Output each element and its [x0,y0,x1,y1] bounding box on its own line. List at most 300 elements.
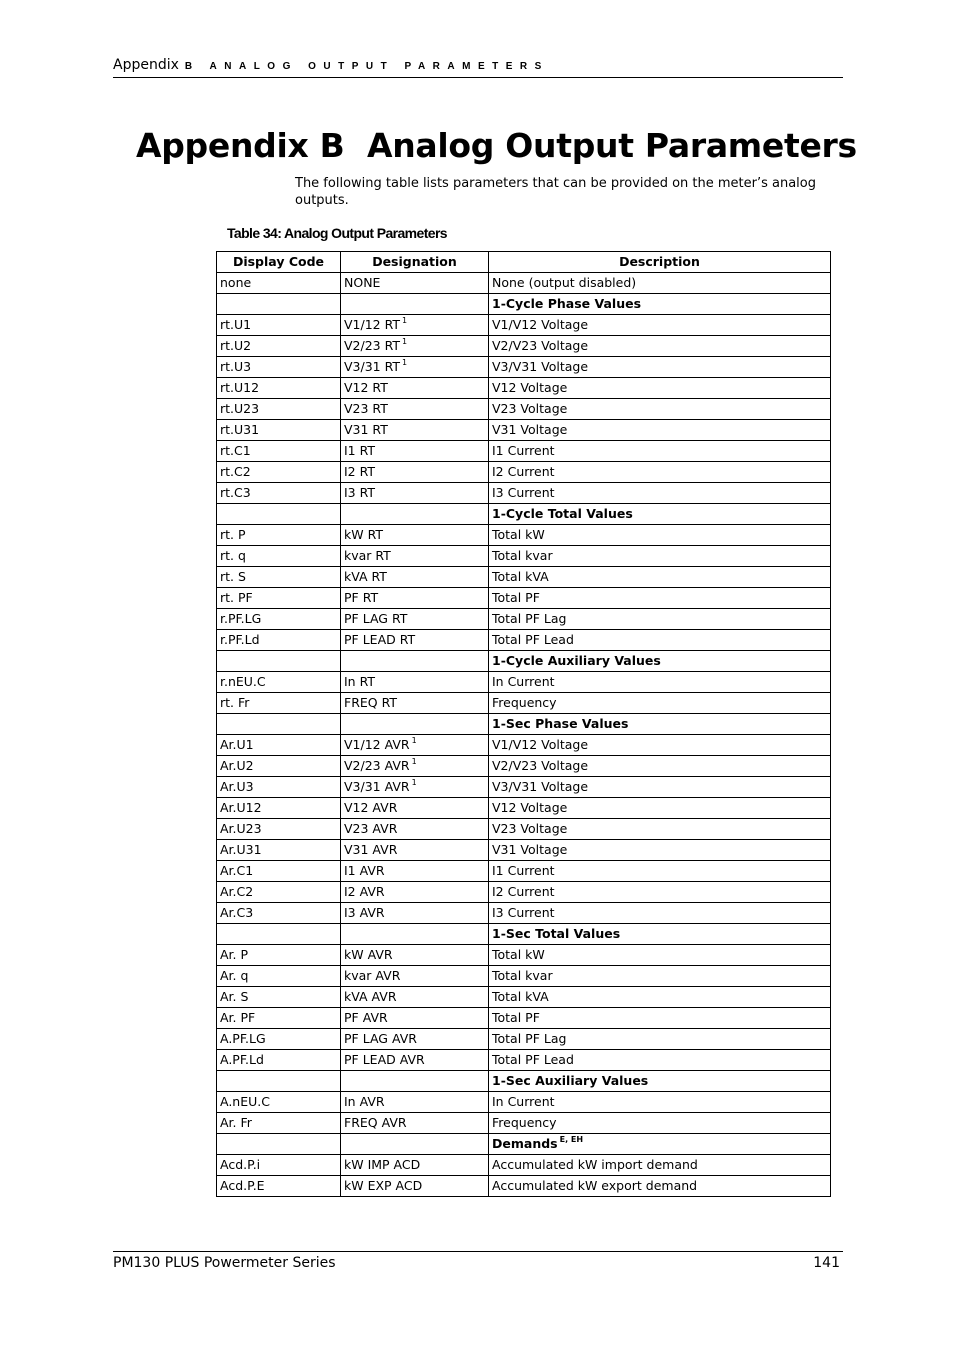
table-header-row [217,252,831,273]
running-head-word: Appendix [113,57,179,73]
description-cell [489,378,831,399]
display-code-cell [217,693,341,714]
designation-cell [341,966,489,987]
designation-cell [341,1071,489,1092]
display-code-cell-text: Ar.U3 [220,779,254,794]
footnote-marker: 1 [411,777,417,787]
display-code-cell [217,294,341,315]
analog-output-parameters-table [216,251,831,1197]
table-row [217,966,831,987]
table-row [217,693,831,714]
description-cell [489,273,831,294]
section-heading-cell [489,651,831,672]
section-row [217,504,831,525]
designation-cell-text: I1 AVR [344,863,385,878]
display-code-cell-text: rt. q [220,548,246,563]
designation-cell-text: V3/31 RT [344,359,401,374]
table-row [217,630,831,651]
section-heading-cell-text: Demands [492,1136,558,1151]
designation-cell-text: kVA AVR [344,989,397,1004]
display-code-cell-text: Ar.U23 [220,821,262,836]
designation-cell-text: I1 RT [344,443,376,458]
description-cell-text: Total kVA [492,989,549,1004]
display-code-cell [217,1092,341,1113]
designation-cell-text: NONE [344,275,381,290]
section-heading-cell [489,1134,831,1155]
designation-cell [341,315,489,336]
display-code-cell-text: A.nEU.C [220,1094,270,1109]
display-code-cell-text: r.PF.Ld [220,632,260,647]
designation-cell-text: I2 AVR [344,884,385,899]
description-cell [489,567,831,588]
description-cell-text: None (output disabled) [492,275,637,290]
page-title [136,124,857,168]
display-code-cell [217,966,341,987]
description-cell-text: I2 Current [492,884,555,899]
section-heading-cell-text: 1-Sec Phase Values [492,716,629,731]
designation-cell-text: FREQ AVR [344,1115,407,1130]
description-cell [489,882,831,903]
display-code-cell-text: rt. PF [220,590,253,605]
designation-cell-text: V1/12 RT [344,317,401,332]
designation-cell [341,756,489,777]
description-cell [489,1176,831,1197]
designation-cell [341,987,489,1008]
display-code-cell-text: rt. S [220,569,246,584]
intro-paragraph: The following table lists parameters that can be provided on the meter’s analog outputs. [295,176,817,208]
table-row [217,525,831,546]
section-heading-cell-text: 1-Cycle Total Values [492,506,633,521]
designation-cell-text: PF LAG RT [344,611,408,626]
designation-cell-text: PF AVR [344,1010,388,1025]
section-row [217,294,831,315]
display-code-cell [217,399,341,420]
footer-product-name: PM130 PLUS Powermeter Series [113,1255,336,1271]
description-cell-text: Total kW [492,527,545,542]
description-cell [489,483,831,504]
display-code-cell [217,987,341,1008]
designation-cell [341,357,489,378]
section-row [217,1071,831,1092]
designation-cell-text: V1/12 AVR [344,737,410,752]
description-cell-text: V12 Voltage [492,380,568,395]
table-row [217,336,831,357]
column-header-designation: Designation [341,252,489,273]
designation-cell [341,1134,489,1155]
table-row [217,840,831,861]
designation-cell [341,525,489,546]
designation-cell-text: PF RT [344,590,379,605]
section-heading-cell [489,504,831,525]
description-cell-text: V31 Voltage [492,842,568,857]
description-cell [489,945,831,966]
display-code-cell [217,735,341,756]
designation-cell-text: V31 RT [344,422,388,437]
designation-cell [341,861,489,882]
display-code-cell [217,756,341,777]
table-row [217,1176,831,1197]
section-heading-cell-text: 1-Sec Auxiliary Values [492,1073,649,1088]
description-cell [489,357,831,378]
display-code-cell [217,1176,341,1197]
section-heading-cell [489,714,831,735]
table-row [217,798,831,819]
display-code-cell [217,420,341,441]
description-cell-text: Total PF Lag [492,611,567,626]
description-cell [489,756,831,777]
display-code-cell [217,441,341,462]
designation-cell [341,903,489,924]
table-row [217,441,831,462]
table-row [217,588,831,609]
description-cell [489,525,831,546]
table-row [217,315,831,336]
table-row [217,945,831,966]
description-cell [489,315,831,336]
display-code-cell [217,861,341,882]
designation-cell [341,693,489,714]
designation-cell [341,1008,489,1029]
display-code-cell-text: Ar.C3 [220,905,254,920]
designation-cell [341,630,489,651]
designation-cell-text: I3 AVR [344,905,385,920]
designation-cell-text: V12 RT [344,380,388,395]
display-code-cell-text: Ar. PF [220,1010,256,1025]
description-cell-text: V2/V23 Voltage [492,758,589,773]
designation-cell [341,462,489,483]
table-row [217,882,831,903]
description-cell-text: V31 Voltage [492,422,568,437]
display-code-cell-text: A.PF.LG [220,1031,266,1046]
designation-cell [341,798,489,819]
designation-cell [341,588,489,609]
display-code-cell [217,819,341,840]
display-code-cell-text: rt.U23 [220,401,260,416]
description-cell [489,819,831,840]
description-cell [489,630,831,651]
description-cell [489,777,831,798]
designation-cell [341,945,489,966]
description-cell [489,609,831,630]
designation-cell-text: V12 AVR [344,800,398,815]
description-cell [489,861,831,882]
display-code-cell-text: Ar. S [220,989,249,1004]
table-row [217,1008,831,1029]
table-row [217,1155,831,1176]
display-code-cell [217,672,341,693]
designation-cell-text: V31 AVR [344,842,398,857]
display-code-cell-text: rt.U31 [220,422,260,437]
running-head-caps: B ANALOG OUTPUT PARAMETERS [184,61,549,72]
table-row [217,756,831,777]
display-code-cell-text: Acd.P.E [220,1178,265,1193]
description-cell [489,903,831,924]
designation-cell-text: kvar AVR [344,968,401,983]
designation-cell [341,819,489,840]
designation-cell [341,882,489,903]
display-code-cell [217,609,341,630]
designation-cell-text: V2/23 AVR [344,758,410,773]
display-code-cell [217,882,341,903]
designation-cell [341,609,489,630]
section-footnote-marker: E, EH [559,1134,584,1144]
designation-cell-text: I2 RT [344,464,376,479]
description-cell-text: I1 Current [492,443,555,458]
display-code-cell-text: Ar.U1 [220,737,254,752]
description-cell [489,1029,831,1050]
description-cell [489,441,831,462]
table-row [217,819,831,840]
description-cell [489,840,831,861]
display-code-cell-text: Acd.P.i [220,1157,261,1172]
table-row [217,273,831,294]
display-code-cell-text: none [220,275,252,290]
description-cell-text: Total PF Lead [492,1052,574,1067]
display-code-cell [217,357,341,378]
page-footer [113,1251,843,1273]
table-row [217,462,831,483]
appendix-title: Analog Output Parameters [367,126,857,165]
table-row [217,861,831,882]
designation-cell-text: V23 RT [344,401,388,416]
description-cell-text: Total PF [492,590,540,605]
designation-cell [341,735,489,756]
designation-cell [341,483,489,504]
display-code-cell-text: r.nEU.C [220,674,266,689]
footnote-marker: 1 [411,756,417,766]
designation-cell-text: PF LAG AVR [344,1031,417,1046]
description-cell [489,420,831,441]
footnote-marker: 1 [402,357,408,367]
description-cell-text: Frequency [492,1115,557,1130]
designation-cell [341,777,489,798]
display-code-cell [217,567,341,588]
table-row [217,777,831,798]
description-cell-text: Total kvar [492,548,553,563]
description-cell [489,336,831,357]
table-row [217,1050,831,1071]
table-row [217,420,831,441]
section-row [217,651,831,672]
description-cell-text: I2 Current [492,464,555,479]
display-code-cell-text: Ar.C1 [220,863,254,878]
section-row [217,924,831,945]
display-code-cell-text: rt. Fr [220,695,250,710]
section-heading-cell [489,294,831,315]
display-code-cell [217,1134,341,1155]
designation-cell [341,1176,489,1197]
designation-cell [341,924,489,945]
description-cell-text: Total PF Lead [492,632,574,647]
designation-cell [341,1029,489,1050]
display-code-cell-text: rt.C2 [220,464,251,479]
description-cell-text: V23 Voltage [492,401,568,416]
designation-cell-text: V23 AVR [344,821,398,836]
display-code-cell-text: Ar. P [220,947,249,962]
page-number: 141 [813,1255,840,1271]
designation-cell-text: kW IMP ACD [344,1157,421,1172]
display-code-cell-text: rt.U12 [220,380,260,395]
description-cell [489,987,831,1008]
designation-cell-text: In AVR [344,1094,385,1109]
description-cell-text: In Current [492,1094,555,1109]
designation-cell [341,567,489,588]
display-code-cell [217,462,341,483]
display-code-cell-text: Ar.C2 [220,884,254,899]
table-row [217,1113,831,1134]
table-row [217,483,831,504]
display-code-cell-text: Ar. Fr [220,1115,252,1130]
designation-cell-text: FREQ RT [344,695,397,710]
designation-cell-text: kvar RT [344,548,391,563]
description-cell-text: I3 Current [492,905,555,920]
designation-cell [341,273,489,294]
description-cell [489,1008,831,1029]
description-cell [489,1092,831,1113]
designation-cell [341,336,489,357]
description-cell-text: V2/V23 Voltage [492,338,589,353]
description-cell [489,588,831,609]
description-cell-text: V3/V31 Voltage [492,359,589,374]
display-code-cell [217,1071,341,1092]
display-code-cell-text: Ar.U31 [220,842,262,857]
display-code-cell [217,546,341,567]
table-row [217,546,831,567]
description-cell-text: In Current [492,674,555,689]
description-cell-text: Accumulated kW import demand [492,1157,698,1172]
display-code-cell [217,651,341,672]
designation-cell [341,378,489,399]
appendix-label: Appendix B [136,126,345,165]
designation-cell [341,294,489,315]
designation-cell-text: In RT [344,674,375,689]
display-code-cell-text: rt.U3 [220,359,252,374]
description-cell [489,1050,831,1071]
section-row [217,1134,831,1155]
description-cell-text: Total kVA [492,569,549,584]
description-cell-text: V12 Voltage [492,800,568,815]
description-cell [489,966,831,987]
designation-cell [341,1050,489,1071]
section-heading-cell-text: 1-Cycle Auxiliary Values [492,653,661,668]
description-cell-text: Total PF Lag [492,1031,567,1046]
designation-cell [341,546,489,567]
footnote-marker: 1 [411,735,417,745]
display-code-cell [217,378,341,399]
table-caption: Table 34: Analog Output Parameters [227,225,447,241]
description-cell [489,672,831,693]
section-heading-cell-text: 1-Cycle Phase Values [492,296,642,311]
display-code-cell [217,840,341,861]
description-cell-text: Accumulated kW export demand [492,1178,698,1193]
display-code-cell [217,315,341,336]
designation-cell-text: kVA RT [344,569,387,584]
display-code-cell [217,924,341,945]
designation-cell [341,420,489,441]
designation-cell [341,1155,489,1176]
description-cell [489,735,831,756]
display-code-cell [217,1029,341,1050]
description-cell-text: Frequency [492,695,557,710]
designation-cell-text: kW AVR [344,947,393,962]
designation-cell-text: PF LEAD RT [344,632,416,647]
table-row [217,735,831,756]
table-row [217,1029,831,1050]
column-header-description: Description [489,252,831,273]
column-header-display-code: Display Code [217,252,341,273]
table-row [217,357,831,378]
section-heading-cell-text: 1-Sec Total Values [492,926,621,941]
description-cell [489,399,831,420]
table-row [217,378,831,399]
table-row [217,903,831,924]
designation-cell [341,672,489,693]
display-code-cell [217,1050,341,1071]
designation-cell-text: V2/23 RT [344,338,401,353]
description-cell-text: V1/V12 Voltage [492,737,589,752]
display-code-cell [217,483,341,504]
display-code-cell [217,1113,341,1134]
footnote-marker: 1 [402,315,408,325]
table-row [217,567,831,588]
designation-cell [341,1092,489,1113]
display-code-cell-text: rt.C3 [220,485,251,500]
display-code-cell-text: Ar. q [220,968,249,983]
section-heading-cell [489,924,831,945]
display-code-cell [217,1155,341,1176]
table-body [217,273,831,1197]
display-code-cell [217,630,341,651]
display-code-cell [217,525,341,546]
designation-cell [341,1113,489,1134]
display-code-cell-text: rt.U1 [220,317,252,332]
display-code-cell [217,336,341,357]
display-code-cell-text: rt.U2 [220,338,252,353]
designation-cell [341,651,489,672]
description-cell-text: V3/V31 Voltage [492,779,589,794]
display-code-cell-text: A.PF.Ld [220,1052,264,1067]
designation-cell [341,504,489,525]
section-heading-cell [489,1071,831,1092]
description-cell [489,1113,831,1134]
designation-cell-text: kW EXP ACD [344,1178,423,1193]
display-code-cell [217,588,341,609]
display-code-cell [217,504,341,525]
table-row [217,987,831,1008]
designation-cell [341,714,489,735]
display-code-cell [217,777,341,798]
table-row [217,399,831,420]
description-cell-text: Total kW [492,947,545,962]
description-cell [489,1155,831,1176]
footnote-marker: 1 [402,336,408,346]
description-cell-text: Total kvar [492,968,553,983]
description-cell-text: V23 Voltage [492,821,568,836]
display-code-cell-text: Ar.U2 [220,758,254,773]
running-head [113,54,843,78]
display-code-cell [217,1008,341,1029]
table-row [217,1092,831,1113]
table-row [217,609,831,630]
display-code-cell-text: rt.C1 [220,443,251,458]
display-code-cell-text: r.PF.LG [220,611,262,626]
designation-cell-text: I3 RT [344,485,376,500]
designation-cell [341,399,489,420]
display-code-cell [217,945,341,966]
display-code-cell-text: Ar.U12 [220,800,262,815]
description-cell [489,693,831,714]
designation-cell [341,441,489,462]
